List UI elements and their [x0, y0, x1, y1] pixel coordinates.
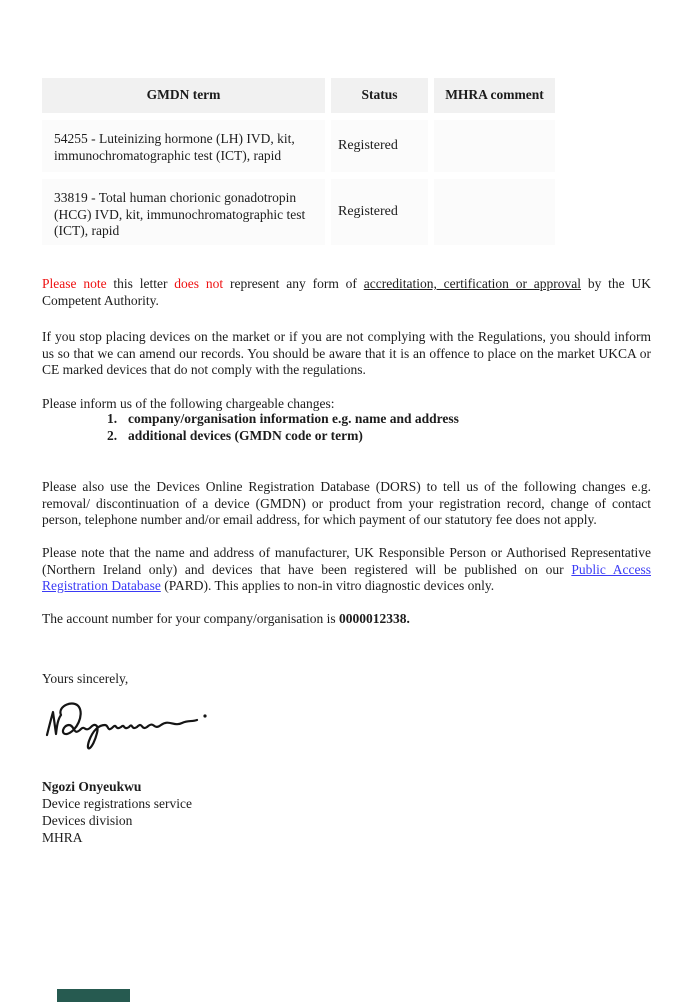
chargeable-changes-intro: Please inform us of the following chargeable changes: [42, 396, 335, 411]
gmdn-table [42, 78, 555, 245]
stop-placing-paragraph: If you stop placing devices on the market or if you are not complying with the Regulations, you should inform us so that we can amend our records. You should be aware that it is an offence to place on the market UKCA or CE marked devices that do not comply with the regulations. [42, 329, 651, 377]
chargeable-item-1-label: company/organisation information e.g. name and address [128, 411, 459, 426]
table-header-gmdn-term: GMDN term [42, 78, 325, 113]
signature-image [43, 697, 221, 759]
table-header-status: Status [331, 78, 428, 113]
notice-please-note: Please note [42, 276, 107, 291]
notice-underlined-text: accreditation, certification or approval [363, 276, 581, 291]
table-header-mhra-comment: MHRA comment [434, 78, 555, 113]
signatory-service: Device registrations service [42, 796, 192, 811]
pard-text-after: (PARD). This applies to non-in vitro diagnostic devices only. [160, 578, 495, 593]
account-number-value: 0000012338. [339, 611, 410, 626]
dors-paragraph: Please also use the Devices Online Registration Database (DORS) to tell us of the following changes e.g. removal/ discontinuation of a device (GMDN) or product from your registration record, change of contact person, telephone number and/or email address, for which payment of our statutory fee does not apply. [42, 479, 651, 527]
table-cell-gmdn-row1: 54255 - Luteinizing hormone (LH) IVD, kit, immunochromatographic test (ICT), rapid [42, 120, 325, 172]
table-cell-gmdn-row2: 33819 - Total human chorionic gonadotropin (HCG) IVD, kit, immunochromatographic test (ICT), rapid [42, 179, 325, 245]
notice-paragraph [42, 276, 651, 309]
notice-text-1: this letter [106, 276, 175, 291]
pard-text-before: Please note that the name and address of manufacturer, UK Responsible Person or Authorised Representative (Northern Ireland only) and devices that have been registered will be published on our [42, 545, 651, 577]
notice-text-2: represent any form of [223, 276, 364, 291]
footer-accent-bar [57, 989, 130, 1002]
chargeable-item-2 [107, 428, 363, 445]
chargeable-item-1-number: 1. [107, 411, 118, 426]
account-number-text: The account number for your company/organisation is [42, 611, 340, 626]
signoff-block [42, 778, 192, 846]
table-cell-status-row1: Registered [331, 120, 428, 172]
notice-text-3: by the UK Competent Authority. [42, 276, 651, 308]
signatory-organisation: MHRA [42, 830, 83, 845]
notice-does-not: does not [174, 276, 224, 291]
chargeable-item-1 [107, 411, 459, 428]
chargeable-item-2-label: additional devices (GMDN code or term) [128, 428, 363, 443]
signatory-name: Ngozi Onyeukwu [42, 779, 142, 794]
chargeable-item-2-number: 2. [107, 428, 118, 443]
public-access-registration-database-link[interactable]: Public Access Registration Database [42, 561, 651, 593]
signatory-division: Devices division [42, 813, 133, 828]
table-cell-comment-row2 [434, 179, 555, 245]
pard-paragraph [42, 545, 651, 595]
table-cell-comment-row1 [434, 120, 555, 172]
valediction: Yours sincerely, [42, 671, 129, 686]
table-cell-status-row2: Registered [331, 179, 428, 245]
account-number-line [42, 611, 651, 628]
